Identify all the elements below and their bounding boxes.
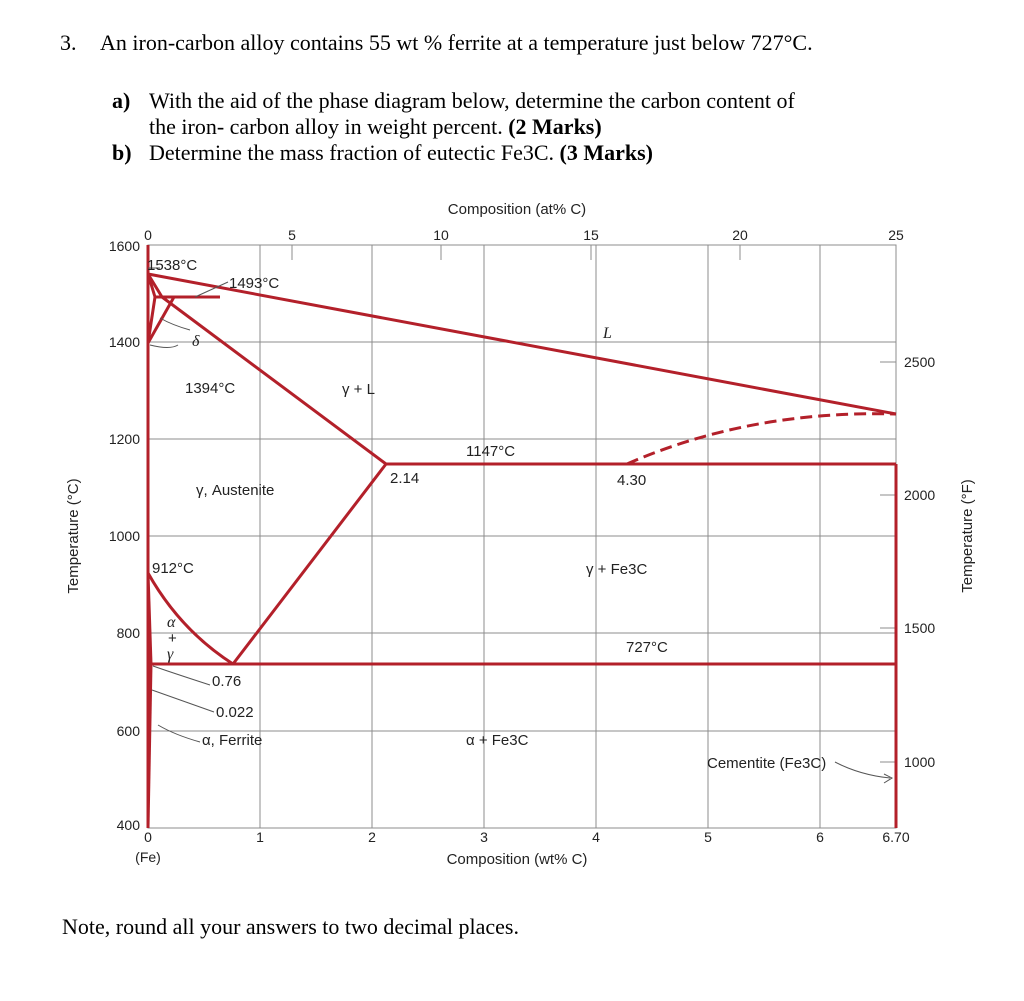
part-a-label: a) — [112, 88, 131, 113]
right-axis-title: Temperature (°F) — [959, 479, 976, 593]
question-stem: An iron-carbon alloy contains 55 wt % ferrite at a temperature just below 727°C. — [100, 30, 813, 55]
bottom-tick-label: 5 — [704, 829, 712, 845]
cementite-region-label: Cementite (Fe3C) — [707, 755, 827, 772]
question-number: 3. — [60, 30, 77, 55]
delta-region-label: δ — [192, 333, 200, 350]
bottom-tick-label: 0 — [144, 829, 152, 845]
temp-727-label: 727°C — [626, 639, 668, 656]
liquid-region-label: L — [603, 325, 612, 342]
top-tick-label: 0 — [144, 227, 152, 243]
temp-1394-label: 1394°C — [185, 380, 236, 397]
right-tick-label: 2000 — [904, 487, 936, 503]
fe-label: (Fe) — [135, 849, 161, 865]
part-b-marks: (3 Marks) — [559, 140, 654, 165]
top-axis-title: Composition (at% C) — [447, 201, 587, 218]
leader-ferrite — [158, 725, 200, 742]
top-tick-label: 15 — [583, 227, 599, 243]
leader-cementite — [835, 762, 890, 778]
right-tick-label: 1000 — [904, 754, 936, 770]
left-tick-label: 600 — [116, 723, 140, 739]
left-tick-label: 1400 — [108, 334, 140, 350]
part-a-text-2: the iron- carbon alloy in weight percent. (2 Marks) — [149, 114, 602, 139]
gamma-fe3c-region-label: γ + Fe3C — [586, 561, 648, 578]
part-a-marks: (2 Marks) — [508, 114, 602, 139]
temp-1493-label: 1493°C — [229, 275, 280, 292]
left-tick-label: 400 — [116, 817, 140, 833]
leader-0022 — [152, 690, 214, 712]
left-tick-label: 800 — [116, 625, 140, 641]
bottom-tick-label: 1 — [256, 829, 264, 845]
bottom-tick-label: 3 — [480, 829, 488, 845]
part-a-text-1: With the aid of the phase diagram below, determine the carbon content of — [149, 88, 795, 113]
left-axis-title: Temperature (°C) — [65, 478, 82, 594]
leader-delta — [160, 318, 190, 330]
leader-076 — [153, 666, 210, 685]
right-tick-label: 1500 — [904, 620, 936, 636]
bottom-tick-label: 2 — [368, 829, 376, 845]
top-tick-label: 5 — [288, 227, 296, 243]
cementite-arrow — [884, 774, 892, 783]
comp-4-30-label: 4.30 — [617, 472, 647, 489]
note-text: Note, round all your answers to two decimal places. — [62, 914, 519, 939]
left-tick-label: 1200 — [108, 431, 140, 447]
top-tick-label: 10 — [433, 227, 449, 243]
left-tick-label: 1600 — [108, 238, 140, 254]
temp-1147-label: 1147°C — [466, 443, 516, 460]
top-tick-label: 20 — [732, 227, 748, 243]
bottom-tick-label: 6 — [816, 829, 824, 845]
top-tick-label: 25 — [888, 227, 904, 243]
left-tick-label: 1000 — [108, 528, 140, 544]
comp-2-14-label: 2.14 — [390, 470, 420, 487]
temp-912-label: 912°C — [152, 560, 194, 577]
leader-1400 — [150, 345, 178, 348]
alpha-gamma-label-1: α — [167, 614, 176, 631]
bottom-tick-label: 4 — [592, 829, 600, 845]
austenite-region-label: γ, Austenite — [196, 482, 275, 499]
a3-line — [148, 573, 233, 664]
comp-0-76-label: 0.76 — [212, 673, 242, 690]
comp-0-022-label: 0.022 — [216, 704, 254, 721]
bottom-axis-title: Composition (wt% C) — [446, 851, 588, 868]
right-tick-label: 2500 — [904, 354, 936, 370]
alpha-fe3c-region-label: α + Fe3C — [466, 732, 529, 749]
ferrite-region-label: α, Ferrite — [202, 732, 263, 749]
temp-1538-label: 1538°C — [147, 257, 198, 274]
alpha-gamma-label-2: + — [168, 630, 177, 647]
gamma-liquid-region-label: γ + L — [342, 381, 375, 398]
part-b-label: b) — [112, 140, 132, 165]
alpha-gamma-label-3: γ — [167, 646, 174, 663]
bottom-tick-label: 6.70 — [882, 829, 910, 845]
part-b-text: Determine the mass fraction of eutectic Fe3C. (3 Marks) — [149, 140, 654, 165]
